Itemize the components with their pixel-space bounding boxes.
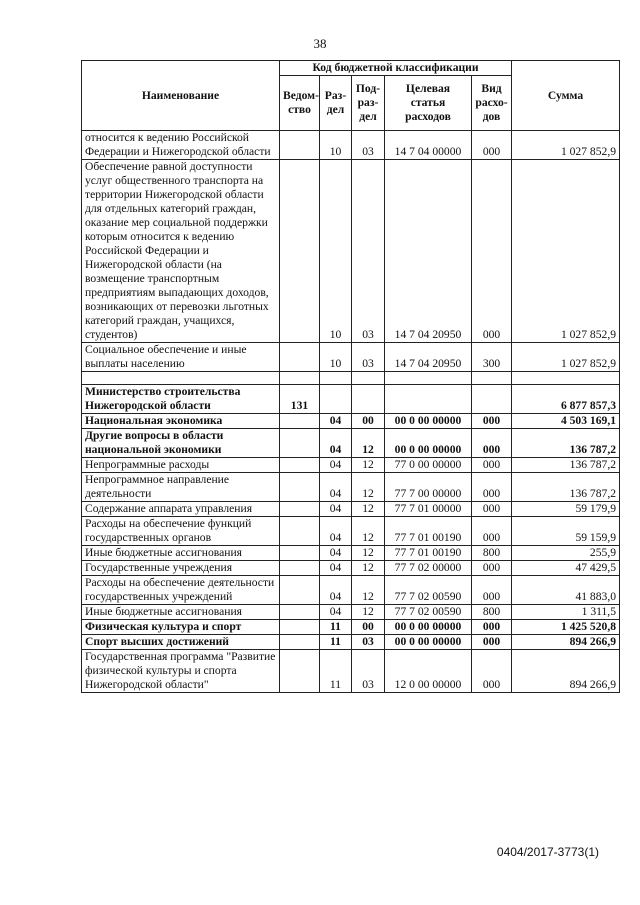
row-razdel: 04 [320, 473, 352, 502]
row-target: 00 0 00 00000 [385, 635, 472, 650]
row-vid: 800 [472, 605, 512, 620]
row-name: Спорт высших достижений [82, 635, 280, 650]
table-row [82, 650, 620, 693]
row-vid: 800 [472, 546, 512, 561]
table-row [82, 546, 620, 561]
header-group: Код бюджетной классификации [280, 61, 512, 76]
budget-table [81, 60, 620, 693]
row-razdel: 11 [320, 635, 352, 650]
row-ved [280, 650, 320, 693]
header-target: Целевая статья расходов [385, 76, 472, 131]
table-row [82, 414, 620, 429]
header-name: Наименование [82, 61, 280, 131]
row-sum: 1 027 852,9 [512, 160, 620, 343]
row-sum: 136 787,2 [512, 473, 620, 502]
row-name: Другие вопросы в области национальной экономики [82, 429, 280, 458]
row-name: Национальная экономика [82, 414, 280, 429]
table-row [82, 576, 620, 605]
row-name: Государственные учреждения [82, 561, 280, 576]
header-razdel: Раз-дел [320, 76, 352, 131]
row-name: Непрограммное направление деятельности [82, 473, 280, 502]
row-target: 14 7 04 20950 [385, 160, 472, 343]
table-row [82, 343, 620, 372]
row-ved [280, 343, 320, 372]
row-podrazdel: 12 [352, 517, 385, 546]
row-target: 77 0 00 00000 [385, 458, 472, 473]
row-vid: 000 [472, 160, 512, 343]
row-ved [280, 517, 320, 546]
row-sum: 1 311,5 [512, 605, 620, 620]
row-razdel: 04 [320, 414, 352, 429]
row-vid: 000 [472, 620, 512, 635]
table-row [82, 605, 620, 620]
row-podrazdel: 03 [352, 635, 385, 650]
row-vid: 000 [472, 473, 512, 502]
row-vid: 000 [472, 414, 512, 429]
row-target: 77 7 01 00190 [385, 546, 472, 561]
row-name: Обеспечение равной доступности услуг общественного транспорта на территории Нижегородской области для отдельных категорий граждан, оказание мер социальной поддержки которым относится к ведению Российской Федерации и Нижегородской области (на возмещение транспортным предприятиям выпадающих доходов, возникающих от перевозки льготных категорий граждан, учащихся, студентов) [82, 160, 280, 343]
row-ved [280, 620, 320, 635]
table-row [82, 473, 620, 502]
row-name: Иные бюджетные ассигнования [82, 605, 280, 620]
header-vedomstvo: Ведом-ство [280, 76, 320, 131]
row-vid: 000 [472, 502, 512, 517]
row-razdel: 04 [320, 458, 352, 473]
row-ved [280, 502, 320, 517]
row-ved [280, 546, 320, 561]
row-name: Непрограммные расходы [82, 458, 280, 473]
table-row [82, 458, 620, 473]
row-vid: 000 [472, 517, 512, 546]
row-podrazdel: 12 [352, 473, 385, 502]
row-name: Министерство строительства Нижегородской области [82, 385, 280, 414]
table-row [82, 635, 620, 650]
row-razdel: 11 [320, 650, 352, 693]
row-target: 14 7 04 20950 [385, 343, 472, 372]
row-name: относится к ведению Российской Федерации и Нижегородской области [82, 131, 280, 160]
row-sum: 894 266,9 [512, 650, 620, 693]
row-podrazdel: 12 [352, 605, 385, 620]
table-row [82, 429, 620, 458]
row-target: 00 0 00 00000 [385, 414, 472, 429]
row-ved [280, 473, 320, 502]
row-podrazdel: 12 [352, 576, 385, 605]
row-target: 77 7 02 00590 [385, 605, 472, 620]
spacer-row [82, 372, 620, 385]
row-ved [280, 429, 320, 458]
row-podrazdel: 12 [352, 429, 385, 458]
row-vid: 000 [472, 429, 512, 458]
row-ved [280, 561, 320, 576]
table-row [82, 131, 620, 160]
row-podrazdel: 03 [352, 160, 385, 343]
table-row [82, 620, 620, 635]
row-razdel: 04 [320, 561, 352, 576]
row-target: 77 7 00 00000 [385, 473, 472, 502]
row-ved [280, 635, 320, 650]
row-podrazdel: 03 [352, 650, 385, 693]
row-razdel: 04 [320, 517, 352, 546]
table-row [82, 561, 620, 576]
row-name: Расходы на обеспечение функций государственных органов [82, 517, 280, 546]
row-razdel: 11 [320, 620, 352, 635]
header-podrazdel: Под-раз-дел [352, 76, 385, 131]
row-razdel: 04 [320, 605, 352, 620]
row-name: Иные бюджетные ассигнования [82, 546, 280, 561]
row-ved [280, 131, 320, 160]
table-row [82, 502, 620, 517]
row-vid: 000 [472, 131, 512, 160]
row-name: Расходы на обеспечение деятельности государственных учреждений [82, 576, 280, 605]
row-vid: 000 [472, 635, 512, 650]
row-razdel: 04 [320, 576, 352, 605]
row-podrazdel: 03 [352, 343, 385, 372]
row-razdel: 10 [320, 343, 352, 372]
row-sum: 59 159,9 [512, 517, 620, 546]
row-vid: 300 [472, 343, 512, 372]
row-vid: 000 [472, 576, 512, 605]
row-razdel: 04 [320, 502, 352, 517]
row-ved [280, 605, 320, 620]
row-name: Государственная программа "Развитие физической культуры и спорта Нижегородской области" [82, 650, 280, 693]
row-razdel [320, 385, 352, 414]
row-podrazdel: 03 [352, 131, 385, 160]
page-number: 38 [313, 36, 327, 51]
row-ved [280, 458, 320, 473]
row-name: Содержание аппарата управления [82, 502, 280, 517]
row-razdel: 04 [320, 429, 352, 458]
row-sum: 136 787,2 [512, 429, 620, 458]
row-razdel: 10 [320, 131, 352, 160]
document-code: 0404/2017-3773(1) [496, 845, 599, 859]
row-razdel: 10 [320, 160, 352, 343]
row-sum: 136 787,2 [512, 458, 620, 473]
row-sum: 1 027 852,9 [512, 343, 620, 372]
table-row [82, 160, 620, 343]
row-podrazdel: 12 [352, 546, 385, 561]
row-target: 77 7 02 00590 [385, 576, 472, 605]
row-podrazdel: 12 [352, 502, 385, 517]
row-sum: 6 877 857,3 [512, 385, 620, 414]
row-razdel: 04 [320, 546, 352, 561]
row-target: 12 0 00 00000 [385, 650, 472, 693]
row-sum: 4 503 169,1 [512, 414, 620, 429]
row-name: Социальное обеспечение и иные выплаты населению [82, 343, 280, 372]
row-sum: 1 027 852,9 [512, 131, 620, 160]
row-podrazdel [352, 385, 385, 414]
row-target [385, 385, 472, 414]
row-sum: 894 266,9 [512, 635, 620, 650]
row-vid: 000 [472, 458, 512, 473]
row-podrazdel: 12 [352, 458, 385, 473]
row-vid: 000 [472, 561, 512, 576]
table-row [82, 517, 620, 546]
row-name: Физическая культура и спорт [82, 620, 280, 635]
row-sum: 59 179,9 [512, 502, 620, 517]
table-row [82, 385, 620, 414]
row-sum: 1 425 520,8 [512, 620, 620, 635]
header-sum: Сумма [512, 61, 620, 131]
row-podrazdel: 12 [352, 561, 385, 576]
row-vid: 000 [472, 650, 512, 693]
row-target: 77 7 01 00190 [385, 517, 472, 546]
row-target: 00 0 00 00000 [385, 429, 472, 458]
row-target: 77 7 02 00000 [385, 561, 472, 576]
row-sum: 41 883,0 [512, 576, 620, 605]
row-target: 77 7 01 00000 [385, 502, 472, 517]
row-target: 00 0 00 00000 [385, 620, 472, 635]
row-podrazdel: 00 [352, 620, 385, 635]
row-ved [280, 576, 320, 605]
row-ved [280, 160, 320, 343]
header-vid: Вид расхо-дов [472, 76, 512, 131]
row-ved [280, 414, 320, 429]
row-vid [472, 385, 512, 414]
row-target: 14 7 04 00000 [385, 131, 472, 160]
row-ved: 131 [280, 385, 320, 414]
row-sum: 255,9 [512, 546, 620, 561]
row-podrazdel: 00 [352, 414, 385, 429]
row-sum: 47 429,5 [512, 561, 620, 576]
